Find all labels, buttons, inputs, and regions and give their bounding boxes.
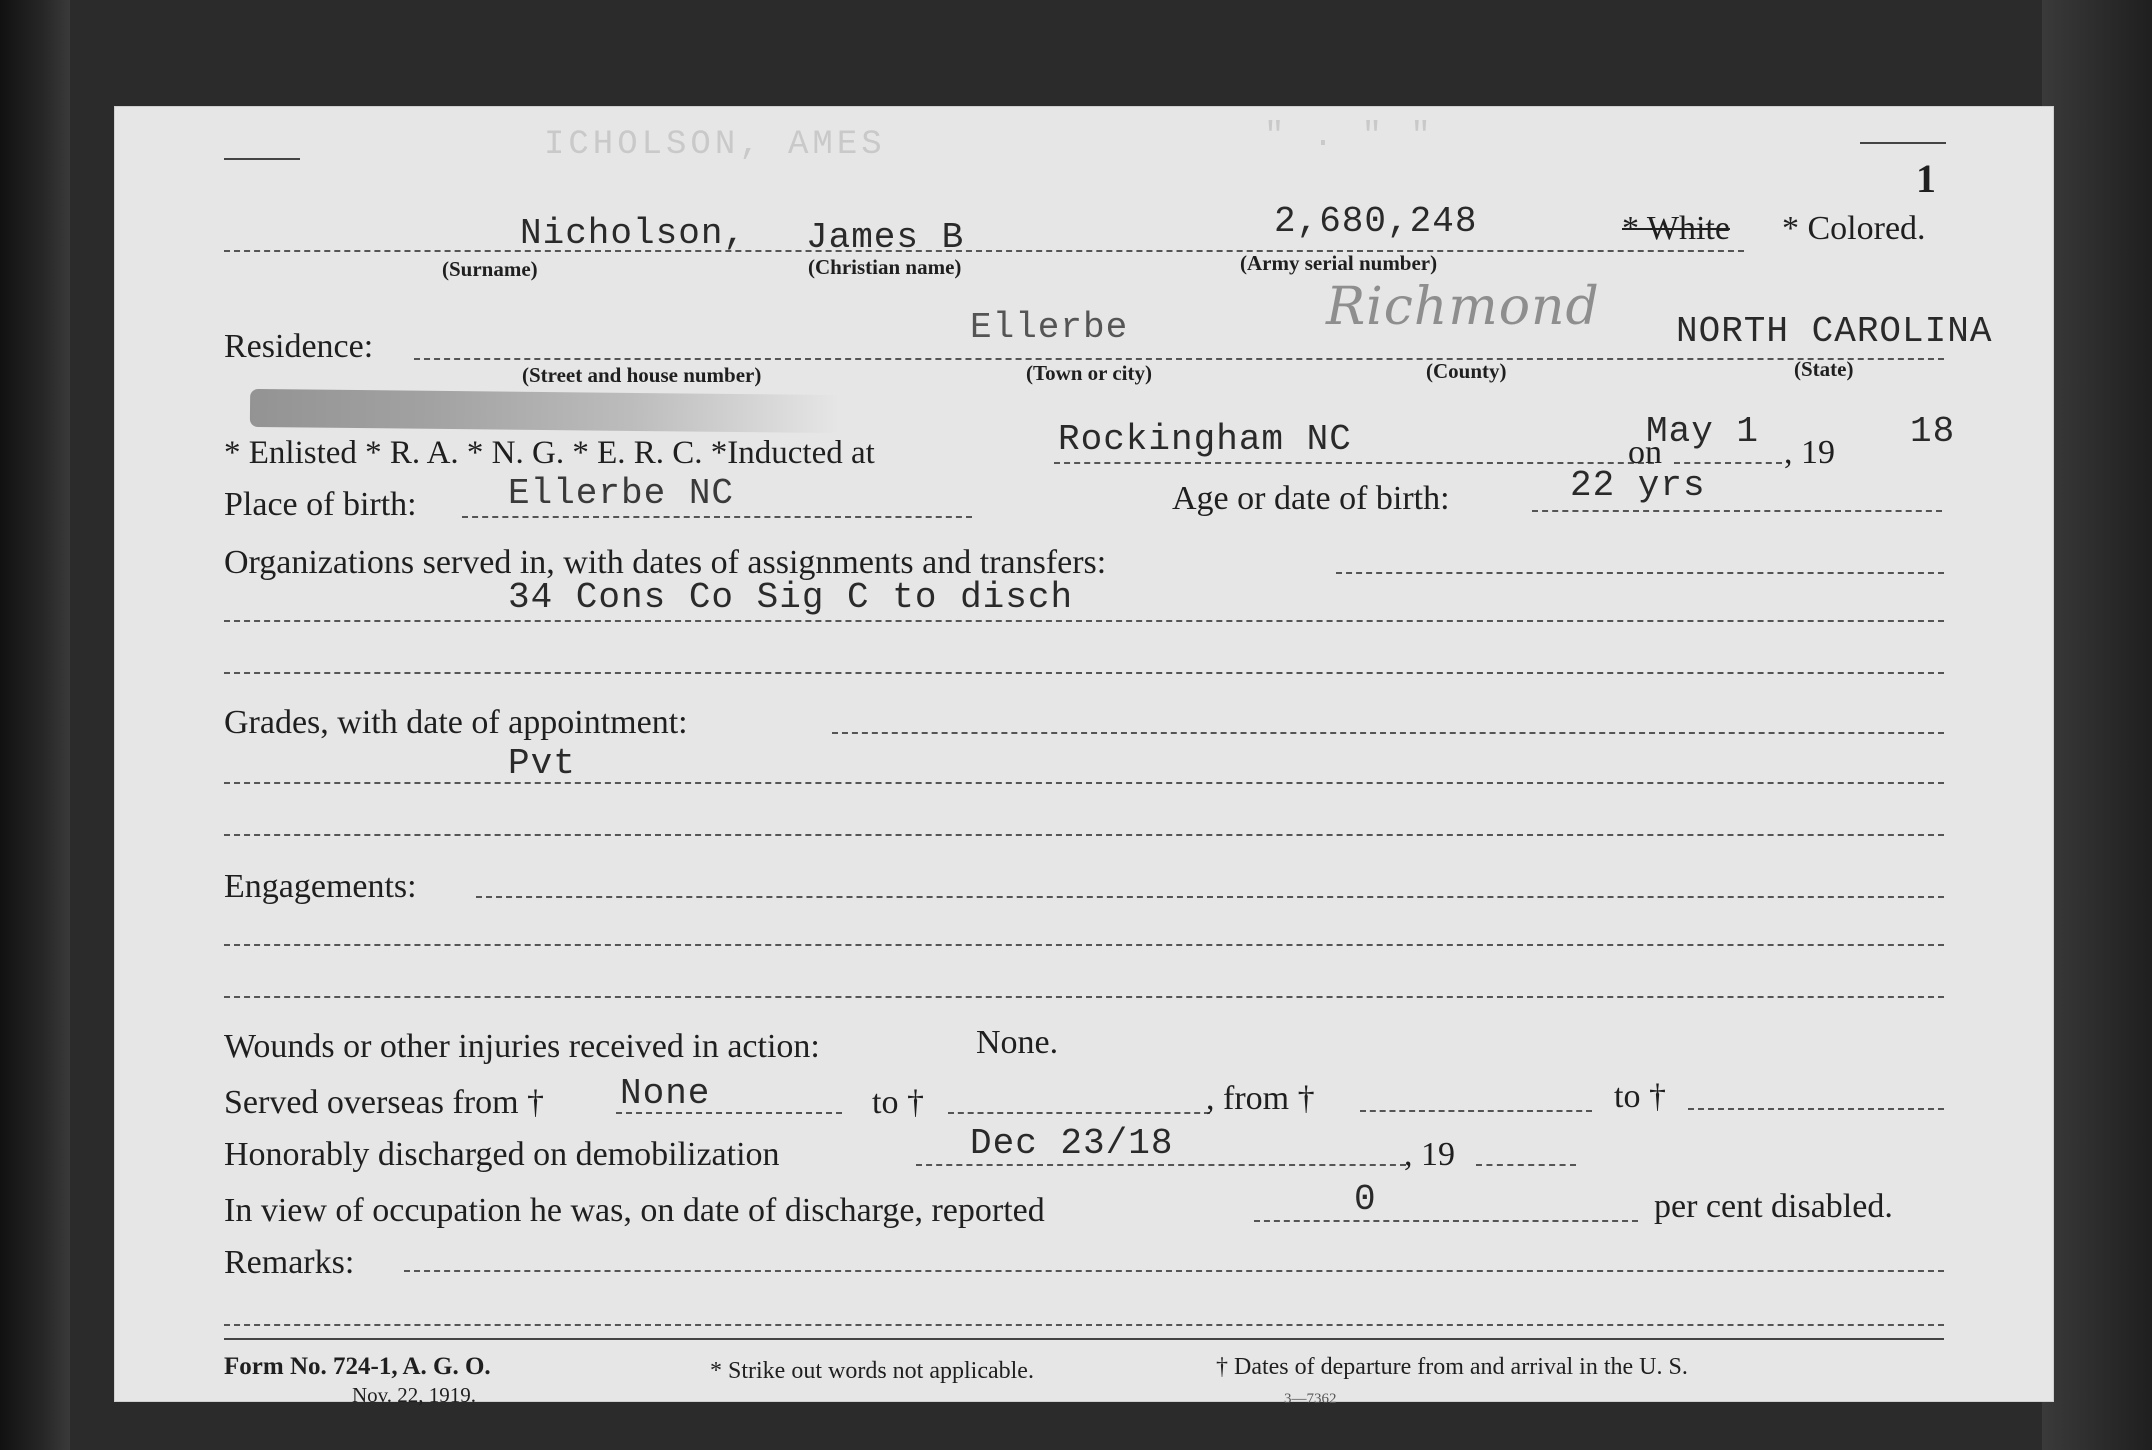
enlistment-place-value: Rockingham NC — [1058, 419, 1352, 460]
county-label: (County) — [1426, 359, 1507, 383]
engagements-line-2 — [224, 944, 1944, 946]
discharge-line — [916, 1164, 1406, 1166]
engagements-label: Engagements: — [224, 868, 417, 905]
form-number: Form No. 724-1, A. G. O. — [224, 1353, 491, 1380]
birth-place-label: Place of birth: — [224, 486, 417, 523]
remarks-label: Remarks: — [224, 1244, 355, 1281]
erasure-smear — [250, 389, 840, 433]
overseas-to-label-2: to † — [1614, 1078, 1666, 1115]
enlistment-year-value: 18 — [1910, 411, 1956, 452]
card-number: 1 — [1916, 156, 1936, 201]
discharge-year-suffix: , 19 — [1404, 1136, 1455, 1173]
age-label: Age or date of birth: — [1172, 480, 1450, 517]
enlistment-place-line — [1054, 462, 1654, 464]
top-left-rule — [224, 158, 300, 160]
christian-name-label: (Christian name) — [808, 255, 962, 279]
residence-label: Residence: — [224, 328, 374, 365]
ghost-name-impression: ICHOLSON, AMES — [544, 126, 886, 164]
disability-value: 0 — [1354, 1179, 1377, 1220]
organizations-label: Organizations served in, with dates of assignments and transfers: — [224, 544, 1107, 581]
footer-rule — [224, 1338, 1944, 1340]
surname-label: (Surname) — [442, 257, 538, 281]
form-date: Nov. 22, 1919. — [352, 1383, 477, 1407]
overseas-to-line-1 — [948, 1112, 1210, 1114]
engagements-line-3 — [224, 996, 1944, 998]
grades-line-1 — [832, 732, 1944, 734]
discharge-value: Dec 23/18 — [970, 1123, 1174, 1164]
overseas-to-label-1: to † — [872, 1084, 924, 1121]
card-number-rule — [1860, 142, 1946, 144]
organizations-line-2 — [224, 620, 1944, 622]
scan-edge-right — [2042, 0, 2152, 1450]
engagements-line-1 — [476, 896, 1944, 898]
age-value: 22 yrs — [1570, 465, 1706, 506]
birth-place-line — [462, 516, 972, 518]
overseas-from-line — [616, 1112, 842, 1114]
overseas-from-line-2 — [1360, 1110, 1592, 1112]
serial-number-value: 2,680,248 — [1274, 201, 1478, 242]
name-line — [224, 250, 1744, 252]
residence-state-value: NORTH CAROLINA — [1676, 311, 1993, 352]
enlistment-on-label: on — [1628, 434, 1662, 471]
dates-note: † Dates of departure from and arrival in the U. S. — [1216, 1354, 1688, 1380]
organizations-line-1 — [1336, 572, 1944, 574]
disability-suffix: per cent disabled. — [1654, 1188, 1893, 1225]
enlistment-date-line — [1674, 462, 1782, 464]
overseas-to-line-2 — [1688, 1108, 1944, 1110]
serial-number-label: (Army serial number) — [1240, 251, 1438, 275]
overseas-from-value: None — [620, 1073, 711, 1114]
wounds-label: Wounds or other injuries received in action: — [224, 1028, 820, 1065]
surname-value: Nicholson, — [520, 213, 747, 254]
remarks-line-2 — [224, 1324, 1944, 1326]
grades-value: Pvt — [508, 743, 576, 784]
disability-line — [1254, 1220, 1638, 1222]
discharge-year-line — [1476, 1164, 1576, 1166]
race-colored-option: * Colored. — [1782, 210, 1926, 247]
grades-line-2 — [224, 782, 1944, 784]
scan-edge-left — [0, 0, 70, 1450]
overseas-from-label-2: , from † — [1206, 1080, 1315, 1117]
residence-county-value: Richmond — [1326, 277, 1600, 337]
street-label: (Street and house number) — [522, 363, 762, 387]
town-label: (Town or city) — [1026, 361, 1152, 385]
remarks-line-1 — [404, 1270, 1944, 1272]
ghost-marks: " . " " — [1264, 118, 1435, 156]
state-label: (State) — [1794, 357, 1854, 381]
birth-place-value: Ellerbe NC — [508, 473, 735, 514]
race-white-option: * White — [1622, 210, 1730, 247]
christian-name-value: James B — [806, 217, 965, 258]
residence-town-value: Ellerbe — [970, 307, 1129, 348]
enlistment-date-value: May 1 — [1646, 411, 1760, 452]
enlistment-label: * Enlisted * R. A. * N. G. * E. R. C. *Inducted at — [224, 435, 875, 471]
print-code: 3—7362 — [1284, 1391, 1337, 1407]
overseas-from-label: Served overseas from † — [224, 1084, 545, 1121]
disability-label: In view of occupation he was, on date of discharge, reported — [224, 1192, 1045, 1229]
grades-line-3 — [224, 834, 1944, 836]
enlistment-year-prefix: , 19 — [1784, 434, 1835, 471]
residence-line — [414, 358, 1944, 360]
strike-note: * Strike out words not applicable. — [710, 1358, 1034, 1384]
organizations-value: 34 Cons Co Sig C to disch — [508, 577, 1074, 618]
organizations-line-3 — [224, 672, 1944, 674]
wounds-value: None. — [976, 1024, 1059, 1061]
age-line — [1532, 510, 1942, 512]
service-record-card — [114, 106, 2054, 1407]
grades-label: Grades, with date of appointment: — [224, 704, 688, 741]
discharge-label: Honorably discharged on demobilization — [224, 1136, 780, 1173]
